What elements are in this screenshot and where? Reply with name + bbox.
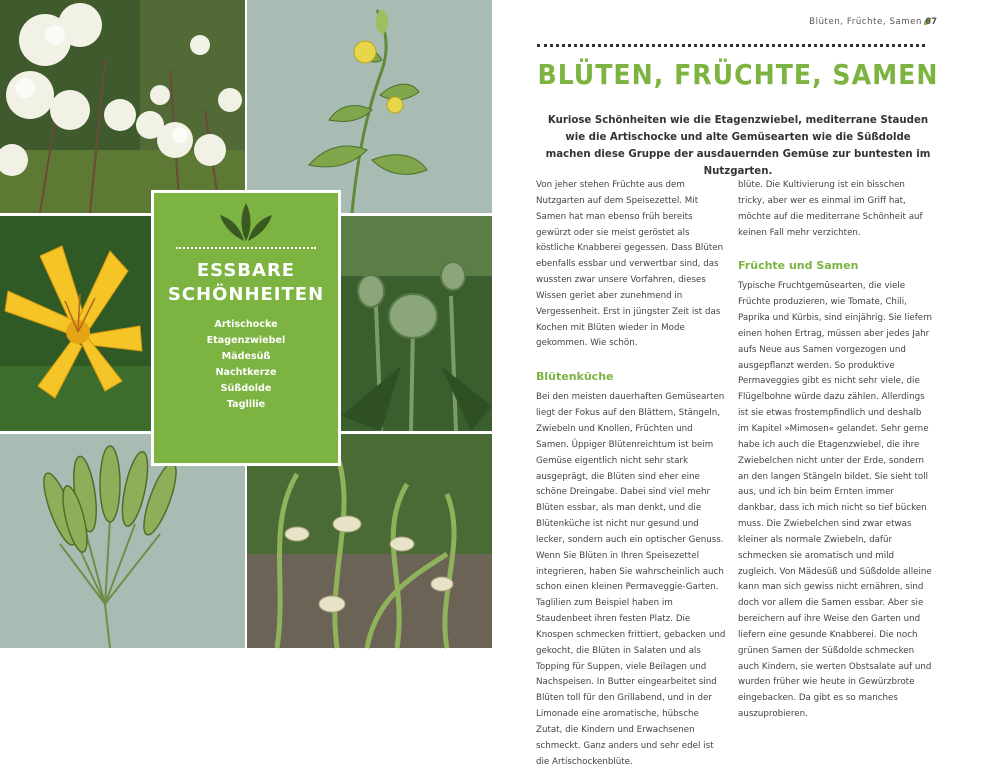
box-title: ESSBARE SCHÖNHEITEN bbox=[167, 260, 325, 305]
list-item: Süßdolde bbox=[220, 383, 272, 394]
list-item: Nachtkerze bbox=[215, 367, 277, 378]
list-item: Etagenzwiebel bbox=[206, 335, 286, 346]
edible-beauties-box bbox=[151, 190, 341, 466]
text-column-right bbox=[738, 178, 934, 723]
page-number: 67 bbox=[925, 17, 937, 27]
list-item: Artischocke bbox=[214, 319, 278, 330]
text-column-left bbox=[536, 178, 726, 771]
meadowsweet-photo bbox=[0, 0, 245, 213]
evening-primrose-illustration bbox=[247, 0, 492, 213]
page-title: BLÜTEN, FRÜCHTE, SAMEN bbox=[537, 58, 939, 91]
section-heading-bluetenkueche: Blütenküche bbox=[536, 370, 614, 384]
leaf-sprig-icon bbox=[218, 201, 274, 245]
intro-paragraph: Kuriose Schönheiten wie die Etagenzwiebel, mediterrane Stauden wie die Artischocke und alte Gemüsearten wie die Süßdolde machen diese Gruppe der ausdauernden Gemüse zur buntesten im Nutzgarten. bbox=[545, 115, 931, 177]
box-plant-list bbox=[154, 317, 338, 413]
paragraph: Typische Fruchtgemüsearten, die viele Früchte produzieren, wie Tomate, Chili, Paprika und Kürbis, sind einjährig. Sie liefern einen hohen Ertrag, müssen aber jedes Jahr aufs Neue aus Samen vorgezogen und ausgepflanzt werden. So produktive Permaveggies gibt es nicht sehr viele, die Flügelbohne würde dazu zählen. Allerdings ist sie etwas frostempfindlich und deshalb im Kapitel »Mimosen« gelandet. Sehr gerne habe ich auch die Etagenzwiebel, die ihre Zwiebelchen nicht unter der Erde, sondern an den langen Stängeln bildet. Sie sieht toll aus, und ich bin beim Ernten immer dankbar, dass ich mich nicht so tief bücken muss. Die Zwiebelchen sind zwar etwas kleiner als normale Zwiebeln, dafür schmecken sie aromatisch und mild zugleich. Von Mädesüß und Süßdolde alleine kann man sich gewiss nicht ernähren, sind doch vor allem die Samen essbar. Aber sie bereichern auf ihre Weise den Garten und liefern eine gesunde Knabberei. Die noch grünen Samen der Süßdolde schmecken auch Kindern, sie werten Obstsalate auf und wurden früher wie heute in Gewürzbrote eingebacken. Da gibt es so manches auszuprobieren. bbox=[738, 281, 933, 720]
list-item: Taglilie bbox=[226, 399, 266, 410]
paragraph: Von jeher stehen Früchte aus dem Nutzgarten auf dem Speisezettel. Mit Samen hat man ebenso früh bereits gewürzt oder sie meist geröstet als köstliche Knabberei gegessen. Dass Blüten ebenfalls essbar und verwertbar sind, das wussten zwar unsere Vorfahren, dieses Wissen geriet aber zunehmend in Vergessenheit. Erst in jüngster Zeit ist das Kochen mit Blüten wieder in Mode gekommen. Wie schön. bbox=[536, 180, 724, 349]
daylily-photo bbox=[0, 216, 152, 431]
list-item: Mädesüß bbox=[221, 351, 271, 362]
dotted-divider bbox=[537, 44, 925, 47]
paragraph: Bei den meisten dauerhaften Gemüsearten liegt der Fokus auf den Blättern, Stängeln, Zwiebeln und Knollen, Früchten und Samen. Üppiger Blütenreichtum ist beim Gemüse eigentlich nicht sehr stark ausgeprägt, die Blüten sind eher eine schöne Dreingabe. Dabei sind viel mehr Blüten essbar, als man denkt, und die Blütenküche ist nicht nur gesund und lecker, sondern auch ein optischer Genuss. Wenn Sie Blüten in Ihren Speisezettel integrieren, haben Sie wahrscheinlich auch schon einen kleinen Permaveggie-Garten. Taglilien zum Beispiel haben im Staudenbeet ihren festen Platz. Die Knospen schmecken frittiert, gebacken und gekocht, die Blüten in Salaten und als Topping für Suppen, viele Beilagen und Nachspeisen. In Butter eingearbeitet sind Blüten toll für den Grillabend, und in der Limonade eine aromatische, hübsche Zutat, die Kindern und Erwachsenen schmeckt. Ganz anders und sehr edel ist die Artischockenblüte. bbox=[536, 392, 726, 767]
artichoke-photo bbox=[341, 216, 492, 431]
right-page-text bbox=[492, 0, 984, 767]
sweet-cicely-seeds-illustration bbox=[0, 434, 245, 648]
tree-onion-photo bbox=[247, 434, 492, 648]
running-head: Blüten, Früchte, Samen bbox=[809, 17, 922, 27]
paragraph: blüte. Die Kultivierung ist ein bisschen tricky, aber wer es einmal im Griff hat, möchte auf die mediterrane Schönheit auf keinen Fall mehr verzichten. bbox=[738, 180, 923, 238]
left-page-collage bbox=[0, 0, 492, 648]
box-divider-top bbox=[176, 247, 316, 249]
section-heading-fruechte-und-samen: Früchte und Samen bbox=[738, 259, 859, 273]
